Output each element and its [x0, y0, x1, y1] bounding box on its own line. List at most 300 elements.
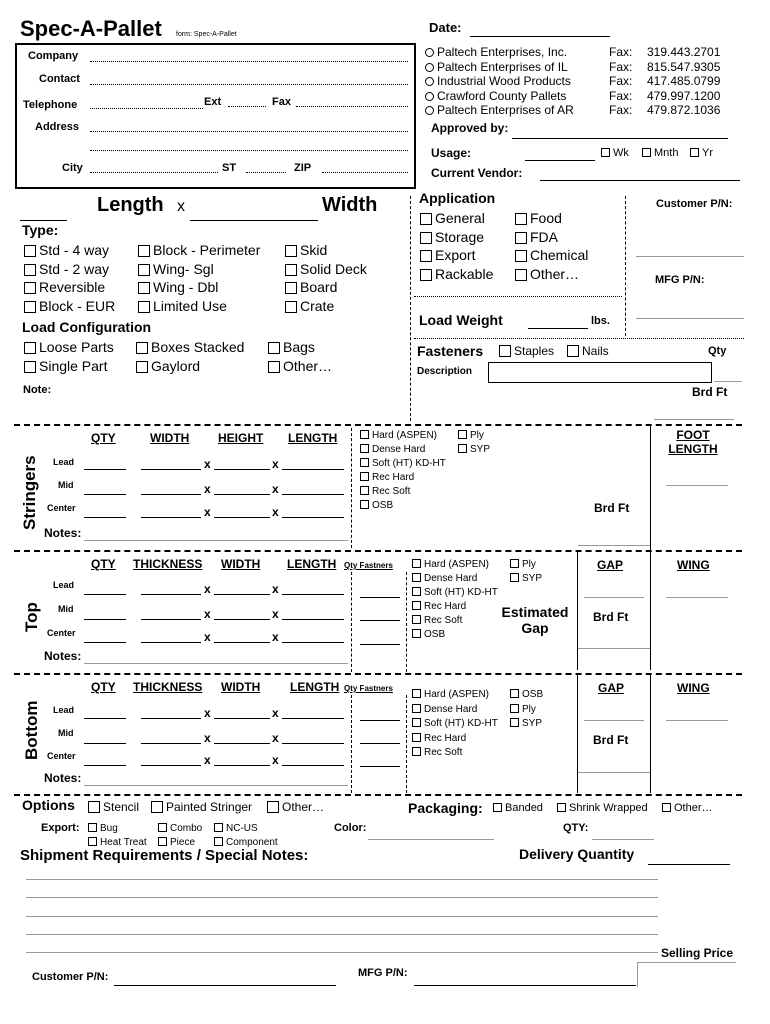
checkbox-icon[interactable] — [214, 823, 223, 832]
notes-line[interactable] — [26, 879, 658, 880]
checkbox-option[interactable]: Rec Soft — [412, 614, 498, 628]
option-painted-stringer[interactable]: Painted Stringer — [151, 800, 252, 814]
input-line[interactable] — [84, 517, 126, 518]
checkbox-icon[interactable] — [88, 823, 97, 832]
checkbox-option[interactable]: Rec Soft — [412, 746, 498, 761]
checkbox-option[interactable]: Dense Hard — [412, 703, 498, 718]
input-line[interactable] — [141, 619, 201, 620]
checkbox-icon[interactable] — [360, 486, 369, 495]
usage-yr[interactable]: Yr — [690, 147, 713, 159]
checkbox-icon[interactable] — [360, 458, 369, 467]
checkbox-icon[interactable] — [24, 282, 36, 294]
top-wood-col2 — [510, 558, 542, 586]
checkbox-icon[interactable] — [412, 704, 421, 713]
city-field[interactable] — [90, 172, 218, 173]
approved-by-field[interactable] — [512, 138, 728, 139]
footer-mfg-pn-label: MFG P/N: — [358, 967, 408, 979]
x-label: x — [272, 753, 279, 767]
bottom-row-label: Mid — [58, 728, 74, 738]
current-vendor-field[interactable] — [540, 180, 740, 181]
checkbox-icon[interactable] — [138, 282, 150, 294]
top-notes-field[interactable] — [84, 663, 348, 664]
checkbox-option[interactable]: Dense Hard — [360, 443, 446, 457]
divider — [406, 572, 407, 672]
vendor-list — [425, 45, 574, 118]
input-line[interactable] — [84, 619, 126, 620]
checkbox-icon[interactable] — [214, 837, 223, 846]
checkbox-option[interactable]: Skid — [285, 241, 367, 260]
bottom-wing-field[interactable] — [666, 720, 728, 721]
checkbox-icon[interactable] — [515, 232, 527, 244]
date-field[interactable] — [470, 36, 610, 37]
checkbox-option[interactable]: Bags — [268, 338, 332, 357]
input-line[interactable] — [282, 619, 344, 620]
checkbox-icon[interactable] — [412, 629, 421, 638]
divider — [650, 426, 651, 550]
input-line[interactable] — [141, 718, 201, 719]
type-col2 — [138, 241, 260, 315]
checkbox-icon[interactable] — [412, 615, 421, 624]
checkbox-option[interactable]: Other… — [268, 357, 332, 376]
x-label: x — [272, 706, 279, 720]
export-piece[interactable]: Piece — [158, 837, 195, 848]
top-wood-col1 — [412, 558, 498, 642]
bottom-wing-header: WING — [677, 681, 710, 695]
input-line[interactable] — [141, 642, 201, 643]
input-line[interactable] — [214, 594, 270, 595]
input-line[interactable] — [141, 765, 201, 766]
notes-line[interactable] — [26, 934, 658, 935]
bottom-qty-header: QTY — [91, 680, 116, 694]
top-row-label: Center — [47, 628, 76, 638]
type-col3 — [285, 241, 367, 315]
radio-icon[interactable] — [425, 106, 434, 115]
stringers-width-header: WIDTH — [150, 431, 190, 445]
checkbox-option[interactable]: FDA — [515, 228, 588, 247]
usage-wk[interactable]: Wk — [601, 147, 629, 159]
checkbox-option[interactable]: Crate — [285, 297, 367, 316]
bottom-notes-field[interactable] — [84, 785, 348, 786]
input-line[interactable] — [84, 743, 126, 744]
checkbox-icon[interactable] — [285, 245, 297, 257]
radio-icon[interactable] — [425, 92, 434, 101]
checkbox-icon[interactable] — [285, 264, 297, 276]
stringers-title: Stringers — [20, 455, 39, 530]
checkbox-icon[interactable] — [412, 689, 421, 698]
bottom-qty-fastners-header: Qty Fastners — [344, 684, 393, 693]
qty-field[interactable] — [714, 381, 742, 382]
checkbox-option[interactable]: Wing - Dbl — [138, 278, 260, 297]
checkbox-option[interactable]: General — [420, 209, 493, 228]
load-weight-label: Load Weight — [419, 312, 503, 328]
qty-label: Qty — [708, 345, 727, 357]
checkbox-icon[interactable] — [136, 361, 148, 373]
checkbox-icon[interactable] — [412, 733, 421, 742]
checkbox-option[interactable]: SYP — [510, 717, 543, 732]
checkbox-option[interactable]: Dense Hard — [412, 572, 498, 586]
brd-ft-field[interactable] — [654, 419, 734, 420]
export-combo[interactable]: Combo — [158, 823, 202, 834]
section-divider — [14, 424, 742, 426]
x-label: x — [204, 753, 211, 767]
checkbox-icon[interactable] — [158, 837, 167, 846]
checkbox-option[interactable]: Hard (ASPEN) — [412, 558, 498, 572]
x-label: x — [204, 582, 211, 596]
checkbox-icon[interactable] — [360, 430, 369, 439]
stringers-brd-ft-field[interactable] — [578, 545, 650, 546]
input-line[interactable] — [84, 469, 126, 470]
checkbox-icon[interactable] — [267, 801, 279, 813]
input-line[interactable] — [214, 494, 270, 495]
zip-field[interactable] — [322, 172, 408, 173]
x-label: x — [272, 630, 279, 644]
input-line[interactable] — [141, 743, 201, 744]
stringers-qty-header: QTY — [91, 431, 116, 445]
divider — [351, 572, 352, 672]
checkbox-icon[interactable] — [24, 301, 36, 313]
checkbox-icon[interactable] — [662, 803, 671, 812]
zip-label: ZIP — [294, 162, 312, 174]
color-label: Color: — [334, 822, 367, 834]
checkbox-icon[interactable] — [24, 361, 36, 373]
radio-icon[interactable] — [425, 48, 434, 57]
input-line[interactable] — [214, 743, 270, 744]
input-line[interactable] — [282, 594, 344, 595]
checkbox-option[interactable]: OSB — [412, 628, 498, 642]
bottom-gap-field[interactable] — [584, 720, 644, 721]
top-qty-header: QTY — [91, 557, 116, 571]
delivery-qty-label: Delivery Quantity — [519, 846, 635, 862]
checkbox-option[interactable]: Single Part — [24, 357, 114, 376]
checkbox-icon[interactable] — [412, 559, 421, 568]
checkbox-icon[interactable] — [360, 472, 369, 481]
input-line[interactable] — [214, 642, 270, 643]
checkbox-option[interactable]: Boxes Stacked — [136, 338, 244, 357]
x-label: x — [272, 607, 279, 621]
top-brd-ft-field[interactable] — [578, 648, 650, 649]
footer-customer-pn-field[interactable] — [114, 985, 336, 986]
vendor-item[interactable]: Crawford County Pallets — [425, 89, 574, 104]
qty-label-2: QTY: — [563, 822, 589, 834]
usage-label: Usage: — [431, 146, 472, 160]
checkbox-option[interactable]: Rackable — [420, 265, 493, 284]
vendor-item[interactable]: Paltech Enterprises of AR — [425, 103, 574, 118]
checkbox-icon[interactable] — [412, 573, 421, 582]
checkbox-option[interactable]: Storage — [420, 228, 493, 247]
form-label: form: Spec-A-Pallet — [176, 31, 237, 38]
length-label: Length — [97, 194, 164, 216]
section-divider — [14, 794, 742, 796]
input-line[interactable] — [360, 766, 400, 767]
top-notes-label: Notes: — [44, 649, 82, 663]
foot-length-field[interactable] — [666, 485, 728, 486]
company-field[interactable] — [90, 61, 408, 62]
export-nc-us[interactable]: NC-US — [214, 823, 258, 834]
stringers-length-header: LENGTH — [288, 431, 338, 445]
contact-label: Contact — [39, 73, 80, 85]
checkbox-icon[interactable] — [412, 601, 421, 610]
checkbox-icon[interactable] — [138, 264, 150, 276]
checkbox-icon[interactable] — [510, 573, 519, 582]
checkbox-option[interactable]: Block - EUR — [24, 297, 115, 316]
stringers-wood-col2 — [458, 429, 490, 457]
company-label: Company — [28, 50, 79, 62]
checkbox-option[interactable]: Rec Hard — [412, 732, 498, 747]
checkbox-icon[interactable] — [515, 269, 527, 281]
checkbox-icon[interactable] — [690, 148, 699, 157]
input-line[interactable] — [282, 743, 344, 744]
notes-line[interactable] — [26, 897, 658, 898]
top-brd-ft-label: Brd Ft — [593, 610, 629, 624]
customer-pn-label: Customer P/N: — [656, 198, 733, 210]
checkbox-icon[interactable] — [499, 345, 511, 357]
x-label: x — [204, 607, 211, 621]
checkbox-option[interactable]: Rec Soft — [360, 485, 446, 499]
description-field[interactable] — [488, 362, 712, 383]
radio-icon[interactable] — [425, 77, 434, 86]
checkbox-option[interactable]: Reversible — [24, 278, 115, 297]
checkbox-option[interactable]: Hard (ASPEN) — [412, 688, 498, 703]
checkbox-option[interactable]: Loose Parts — [24, 338, 114, 357]
checkbox-icon[interactable] — [24, 245, 36, 257]
checkbox-icon[interactable] — [138, 301, 150, 313]
st-field[interactable] — [246, 172, 286, 173]
checkbox-option[interactable]: OSB — [360, 499, 446, 513]
checkbox-option[interactable]: Soft (HT) KD-HT — [412, 586, 498, 600]
checkbox-icon[interactable] — [642, 148, 651, 157]
checkbox-icon[interactable] — [510, 689, 519, 698]
input-line[interactable] — [141, 517, 201, 518]
option-other[interactable]: Other… — [267, 800, 324, 814]
usage-field[interactable] — [525, 160, 595, 161]
checkbox-icon[interactable] — [136, 342, 148, 354]
fax-field[interactable] — [296, 106, 408, 107]
input-line[interactable] — [214, 469, 270, 470]
checkbox-option[interactable]: Solid Deck — [285, 260, 367, 279]
checkbox-option[interactable]: Ply — [510, 703, 543, 718]
input-line[interactable] — [141, 469, 201, 470]
checkbox-icon[interactable] — [360, 444, 369, 453]
divider — [351, 695, 352, 793]
checkbox-option[interactable]: SYP — [458, 443, 490, 457]
staples-option[interactable]: Staples — [499, 344, 554, 358]
input-line[interactable] — [214, 517, 270, 518]
top-gap-field[interactable] — [584, 597, 644, 598]
input-line[interactable] — [360, 597, 400, 598]
checkbox-icon[interactable] — [412, 587, 421, 596]
checkbox-icon[interactable] — [557, 803, 566, 812]
checkbox-icon[interactable] — [420, 250, 432, 262]
width-field[interactable] — [190, 220, 318, 221]
checkbox-option[interactable]: Wing- Sgl — [138, 260, 260, 279]
color-field[interactable] — [368, 839, 494, 840]
x-label: x — [272, 731, 279, 745]
checkbox-icon[interactable] — [412, 718, 421, 727]
checkbox-icon[interactable] — [567, 345, 579, 357]
shipment-label: Shipment Requirements / Special Notes: — [20, 847, 309, 864]
checkbox-icon[interactable] — [515, 213, 527, 225]
input-line[interactable] — [84, 642, 126, 643]
checkbox-icon[interactable] — [510, 704, 519, 713]
checkbox-option[interactable]: Hard (ASPEN) — [360, 429, 446, 443]
input-line[interactable] — [214, 718, 270, 719]
input-line[interactable] — [360, 743, 400, 744]
input-line[interactable] — [360, 720, 400, 721]
mfg-pn-field[interactable] — [636, 318, 744, 319]
checkbox-option[interactable]: Soft (HT) KD-HT — [412, 717, 498, 732]
checkbox-icon[interactable] — [510, 718, 519, 727]
top-wing-field[interactable] — [666, 597, 728, 598]
input-line[interactable] — [282, 642, 344, 643]
checkbox-icon[interactable] — [420, 269, 432, 281]
checkbox-icon[interactable] — [285, 301, 297, 313]
bottom-gap-header: GAP — [598, 681, 625, 695]
divider — [650, 552, 651, 670]
footer-mfg-pn-field[interactable] — [414, 985, 636, 986]
load-config-label: Load Configuration — [22, 319, 152, 335]
address-field[interactable] — [90, 131, 408, 132]
checkbox-option[interactable]: Rec Hard — [360, 471, 446, 485]
checkbox-icon[interactable] — [151, 801, 163, 813]
checkbox-icon[interactable] — [24, 264, 36, 276]
export-heat-treat[interactable]: Heat Treat — [88, 837, 147, 848]
packaging-other[interactable]: Other… — [662, 802, 713, 814]
stringers-wood-col1 — [360, 429, 446, 513]
checkbox-option[interactable]: Export — [420, 246, 493, 265]
application-col1 — [420, 209, 493, 283]
checkbox-icon[interactable] — [138, 245, 150, 257]
length-field[interactable] — [20, 220, 67, 221]
load-weight-field[interactable] — [528, 328, 588, 329]
packaging-banded[interactable]: Banded — [493, 802, 543, 814]
checkbox-option[interactable]: Std - 2 way — [24, 260, 115, 279]
input-line[interactable] — [84, 718, 126, 719]
input-line[interactable] — [282, 494, 344, 495]
input-line[interactable] — [360, 644, 400, 645]
checkbox-icon[interactable] — [458, 430, 467, 439]
city-label: City — [62, 162, 83, 174]
notes-line[interactable] — [26, 952, 658, 953]
delivery-qty-field[interactable] — [648, 864, 730, 865]
checkbox-option[interactable]: Ply — [458, 429, 490, 443]
checkbox-option[interactable]: SYP — [510, 572, 542, 586]
checkbox-icon[interactable] — [360, 500, 369, 509]
bottom-title: Bottom — [22, 700, 41, 760]
input-line[interactable] — [141, 494, 201, 495]
selling-price-label: Selling Price — [661, 946, 734, 960]
vendor-item[interactable]: Paltech Enterprises, Inc. — [425, 45, 574, 60]
checkbox-icon[interactable] — [88, 837, 97, 846]
checkbox-option[interactable]: Rec Hard — [412, 600, 498, 614]
input-line[interactable] — [214, 619, 270, 620]
checkbox-icon[interactable] — [601, 148, 610, 157]
top-row-label: Mid — [58, 604, 74, 614]
usage-mnth[interactable]: Mnth — [642, 147, 678, 159]
fax-label: Fax — [272, 96, 291, 108]
vendor-fax-labels: Fax: Fax: Fax: Fax: Fax: — [609, 45, 633, 117]
checkbox-option[interactable]: Gaylord — [136, 357, 244, 376]
checkbox-icon[interactable] — [420, 213, 432, 225]
input-line[interactable] — [282, 765, 344, 766]
checkbox-icon[interactable] — [412, 747, 421, 756]
bottom-brd-ft-label: Brd Ft — [593, 733, 629, 747]
footer-customer-pn-label: Customer P/N: — [32, 971, 109, 983]
checkbox-icon[interactable] — [515, 250, 527, 262]
packaging-shrink-wrapped[interactable]: Shrink Wrapped — [557, 802, 648, 814]
checkbox-icon[interactable] — [458, 444, 467, 453]
checkbox-option[interactable]: Limited Use — [138, 297, 260, 316]
bottom-wood-col1 — [412, 688, 498, 761]
radio-icon[interactable] — [425, 63, 434, 72]
checkbox-icon[interactable] — [268, 342, 280, 354]
export-component[interactable]: Component — [214, 837, 278, 848]
divider — [577, 675, 578, 793]
checkbox-option[interactable]: Chemical — [515, 246, 588, 265]
stringers-row-label: Center — [47, 503, 76, 513]
load-config-col3 — [268, 338, 332, 375]
option-stencil[interactable]: Stencil — [88, 800, 139, 814]
checkbox-icon[interactable] — [510, 559, 519, 568]
checkbox-icon[interactable] — [268, 361, 280, 373]
bottom-brd-ft-field[interactable] — [578, 772, 650, 773]
checkbox-icon[interactable] — [24, 342, 36, 354]
checkbox-option[interactable]: Ply — [510, 558, 542, 572]
input-line[interactable] — [282, 517, 344, 518]
options-label: Options — [22, 797, 75, 813]
top-row-label: Lead — [53, 580, 75, 590]
checkbox-icon[interactable] — [493, 803, 502, 812]
checkbox-option[interactable]: Other… — [515, 265, 588, 284]
checkbox-icon[interactable] — [88, 801, 100, 813]
bottom-notes-label: Notes: — [44, 771, 82, 785]
vendor-item[interactable]: Paltech Enterprises of IL — [425, 60, 574, 75]
checkbox-option[interactable]: Block - Perimeter — [138, 241, 260, 260]
stringers-notes-field[interactable] — [84, 540, 348, 541]
checkbox-option[interactable]: OSB — [510, 688, 543, 703]
input-line[interactable] — [360, 620, 400, 621]
ext-field[interactable] — [228, 106, 266, 107]
checkbox-icon[interactable] — [285, 282, 297, 294]
vendor-item[interactable]: Industrial Wood Products — [425, 74, 574, 89]
checkbox-icon[interactable] — [420, 232, 432, 244]
export-bug[interactable]: Bug — [88, 823, 118, 834]
address-label: Address — [35, 121, 80, 133]
stringers-height-header: HEIGHT — [218, 431, 264, 445]
notes-line[interactable] — [26, 916, 658, 917]
nails-option[interactable]: Nails — [567, 344, 609, 358]
checkbox-icon[interactable] — [158, 823, 167, 832]
input-line[interactable] — [282, 469, 344, 470]
checkbox-option[interactable]: Food — [515, 209, 588, 228]
checkbox-option[interactable]: Std - 4 way — [24, 241, 115, 260]
input-line[interactable] — [141, 594, 201, 595]
selling-price-field[interactable] — [637, 962, 736, 987]
input-line[interactable] — [282, 718, 344, 719]
address-field-2[interactable] — [90, 150, 408, 151]
qty-field-2[interactable] — [592, 839, 654, 840]
customer-pn-field[interactable] — [636, 256, 744, 257]
bottom-row-label: Lead — [53, 705, 75, 715]
input-line[interactable] — [214, 765, 270, 766]
checkbox-option[interactable]: Soft (HT) KD-HT — [360, 457, 446, 471]
input-line[interactable] — [84, 494, 126, 495]
telephone-field[interactable] — [90, 108, 203, 109]
input-line[interactable] — [84, 594, 126, 595]
divider — [625, 196, 626, 336]
input-line[interactable] — [84, 765, 126, 766]
checkbox-option[interactable]: Board — [285, 278, 367, 297]
contact-field[interactable] — [90, 84, 408, 85]
